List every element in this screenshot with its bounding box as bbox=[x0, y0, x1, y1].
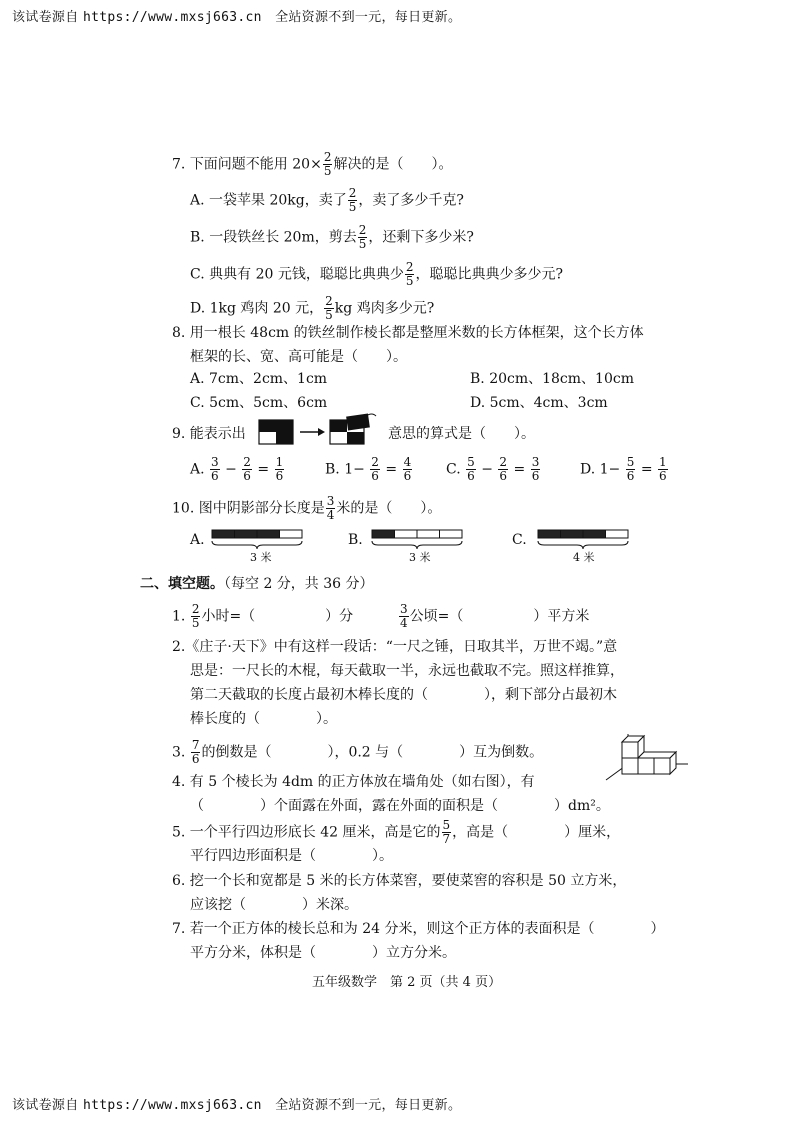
q9-option-a: A. $\frac{3}{6}$ − $\frac{2}{6}$ = $\frac{1}{6}$ bbox=[190, 455, 284, 483]
bar-segment-shaded bbox=[538, 530, 561, 538]
q8-option-a: A. 7cm、2cm、1cm bbox=[190, 371, 328, 387]
q10-option-b-label: B. bbox=[348, 532, 363, 548]
q7-option-d: D. 1kg 鸡肉 20 元， $\frac{2}{5}$ kg 鸡肉多少元? bbox=[190, 294, 435, 322]
bar-segment-shaded bbox=[235, 530, 258, 538]
fill-7-line1: 7. 若一个正方体的棱长总和为 24 分米，则这个正方体的表面积是（ ） bbox=[172, 921, 665, 937]
fill-7-line2: 平方分米，体积是（ ）立方分米。 bbox=[190, 945, 456, 961]
section-2-heading: 二、填空题。（每空 2 分，共 36 分） bbox=[140, 576, 374, 592]
page-footer: 五年级数学 第 2 页（共 4 页） bbox=[312, 975, 502, 990]
corner-cubes-figure bbox=[604, 734, 690, 784]
fill-1b: $\frac{3}{4}$ 公顷=（ ）平方米 bbox=[400, 602, 590, 630]
fill-2-line4: 棒长度的（ ）。 bbox=[190, 711, 337, 727]
watermark-label: 该试卷源自 bbox=[12, 10, 79, 25]
q8-line1: 8. 用一根长 48cm 的铁丝制作棱长都是整厘米数的长方体框架，这个长方体 bbox=[172, 325, 644, 341]
q7-stem: 7. 下面问题不能用 20× $\frac{2}{5}$ 解决的是（ ）。 bbox=[172, 150, 453, 178]
watermark-note: 全站资源不到一元，每日更新。 bbox=[275, 1098, 462, 1113]
arrow-icon bbox=[318, 428, 325, 436]
fill-4-line1: 4. 有 5 个棱长为 4dm 的正方体放在墙角处（如右图），有 bbox=[172, 774, 535, 790]
fill-2-line3: 第二天截取的长度占最初木棒长度的（ ），剩下部分占最初木 bbox=[190, 687, 617, 703]
bar-segment bbox=[606, 530, 629, 538]
watermark-bottom bbox=[12, 1094, 461, 1113]
fill-6-line1: 6. 挖一个长和宽都是 5 米的长方体菜窖，要使菜窖的容积是 50 立方米， bbox=[172, 873, 627, 889]
q9-stem-b: 意思的算式是（ ）。 bbox=[388, 426, 535, 442]
fill-4-line2: （ ）个面露在外面，露在外面的面积是（ ）dm²。 bbox=[190, 798, 610, 814]
bar-segment-shaded bbox=[583, 530, 606, 538]
bar-segment-shaded bbox=[561, 530, 584, 538]
fill-2-line2: 思是：一尺长的木棍，每天截取一半，永远也截取不完。照这样推算， bbox=[190, 663, 624, 679]
watermark-label: 该试卷源自 bbox=[12, 1098, 79, 1113]
q8-option-b: B. 20cm、18cm、10cm bbox=[470, 371, 634, 387]
bar-segment-shaded bbox=[212, 530, 235, 538]
q10-option-c-label: C. bbox=[512, 532, 527, 548]
q7-option-b: B. 一段铁丝长 20m，剪去 $\frac{2}{5}$ ，还剩下多少米? bbox=[190, 223, 474, 251]
watermark-note: 全站资源不到一元，每日更新。 bbox=[275, 10, 462, 25]
q10-option-a-label: A. bbox=[190, 532, 205, 548]
q8-option-d: D. 5cm、4cm、3cm bbox=[470, 395, 608, 411]
q8-line2: 框架的长、宽、高可能是（ ）。 bbox=[190, 349, 407, 365]
fill-2-line1: 2.《庄子·天下》中有这样一段话：“一尺之锤，日取其半，万世不竭。”意 bbox=[172, 639, 618, 655]
q10-bar-b-length: 3 米 bbox=[409, 551, 431, 564]
q10-bar-c-length: 4 米 bbox=[573, 551, 595, 564]
q9-option-d: D. 1− $\frac{5}{6}$ = $\frac{1}{6}$ bbox=[580, 455, 667, 483]
q9-figure bbox=[258, 418, 378, 448]
q10-bar-a-length: 3 米 bbox=[250, 551, 272, 564]
q10-stem: 10. 图中阴影部分长度是 $\frac{3}{4}$ 米的是（ ）。 bbox=[172, 494, 442, 522]
q7-option-c: C. 典典有 20 元钱，聪聪比典典少 $\frac{2}{5}$ ，聪聪比典典少多少元? bbox=[190, 260, 563, 288]
q9-option-b: B. 1− $\frac{2}{6}$ = $\frac{4}{6}$ bbox=[325, 455, 412, 483]
bar-segment bbox=[417, 530, 440, 538]
fill-5-line2: 平行四边形面积是（ ）。 bbox=[190, 848, 393, 864]
q7-option-a: A. 一袋苹果 20kg，卖了 $\frac{2}{5}$ ，卖了多少千克? bbox=[190, 186, 464, 214]
fill-3: 3. $\frac{7}{6}$ 的倒数是（ ），0.2 与（ ）互为倒数。 bbox=[172, 738, 544, 766]
fill-6-line2: 应该挖（ ）米深。 bbox=[190, 897, 358, 913]
watermark-top bbox=[12, 6, 461, 25]
square-before-shade bbox=[259, 420, 293, 432]
bar-segment bbox=[395, 530, 418, 538]
bar-segment-shaded bbox=[257, 530, 280, 538]
bar-segment bbox=[440, 530, 463, 538]
q9-option-c: C. $\frac{5}{6}$ − $\frac{2}{6}$ = $\frac{3}{6}$ bbox=[446, 455, 540, 483]
fill-5: 5. 一个平行四边形底长 42 厘米，高是它的 $\frac{5}{7}$ ，高是（ ）厘米， bbox=[172, 818, 621, 846]
watermark-url[interactable]: https://www.mxsj663.cn bbox=[82, 10, 262, 25]
q9-stem-a: 9. 能表示出 bbox=[172, 426, 246, 442]
watermark-url[interactable]: https://www.mxsj663.cn bbox=[82, 1098, 262, 1113]
bar-segment-shaded bbox=[372, 530, 395, 538]
fill-1: 1. $\frac{2}{5}$ 小时=（ ）分 bbox=[172, 602, 354, 630]
bar-segment bbox=[280, 530, 303, 538]
q8-option-c: C. 5cm、5cm、6cm bbox=[190, 395, 328, 411]
